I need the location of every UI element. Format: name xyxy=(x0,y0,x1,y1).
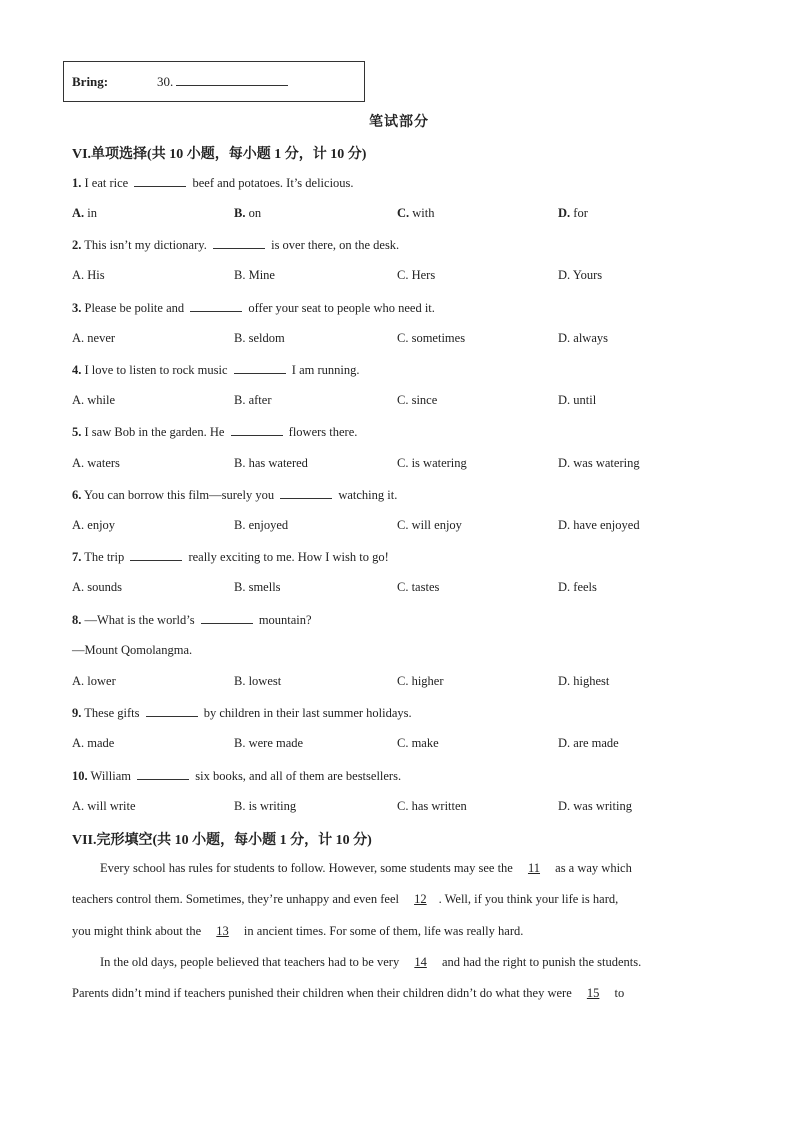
bring-box xyxy=(63,61,365,102)
option-d[interactable]: D. was watering xyxy=(558,456,640,470)
answer-blank[interactable] xyxy=(234,362,286,374)
option-b[interactable]: B. is writing xyxy=(234,799,297,813)
question-2: 2. This isn’t my dictionary. is over there, on the desk. xyxy=(72,238,400,252)
option-c[interactable]: C. since xyxy=(397,393,438,407)
question-2-options xyxy=(72,268,752,284)
option-d[interactable]: D. Yours xyxy=(558,268,603,282)
question-9-options xyxy=(72,736,752,752)
option-a[interactable]: A. never xyxy=(72,331,116,345)
cloze-line-4: In the old days, people believed that teachers had to be very 14 and had the right to punish the students. xyxy=(100,955,642,969)
question-6-options xyxy=(72,518,752,534)
bring-blank[interactable] xyxy=(176,73,288,86)
answer-blank[interactable] xyxy=(130,549,182,561)
option-c[interactable]: C. make xyxy=(397,736,439,750)
written-section-title: 笔试部分 xyxy=(369,115,429,130)
option-c[interactable]: C. Hers xyxy=(397,268,436,282)
bring-label: Bring: xyxy=(72,73,109,89)
question-7: 7. The trip really exciting to me. How I wish to go! xyxy=(72,550,389,564)
option-c[interactable]: C. has written xyxy=(397,799,467,813)
question-5-options xyxy=(72,456,752,472)
option-a[interactable]: A. lower xyxy=(72,674,116,688)
cloze-line-5: Parents didn’t mind if teachers punished their children when their children didn’t do what they were 15 to xyxy=(72,986,625,1000)
answer-blank[interactable] xyxy=(190,300,242,312)
option-c[interactable]: C. is watering xyxy=(397,456,467,470)
cloze-blank-11[interactable]: 11 xyxy=(527,861,541,875)
answer-blank[interactable] xyxy=(137,768,189,780)
option-d[interactable]: D. until xyxy=(558,393,597,407)
option-b[interactable]: B. on xyxy=(234,206,262,220)
option-b[interactable]: B. Mine xyxy=(234,268,275,282)
answer-blank[interactable] xyxy=(134,175,186,187)
cloze-blank-15[interactable]: 15 xyxy=(586,986,600,1000)
answer-blank[interactable] xyxy=(201,612,253,624)
cloze-line-1: Every school has rules for students to follow. However, some students may see the 11 as a way which xyxy=(100,861,632,875)
option-d[interactable]: D. have enjoyed xyxy=(558,518,640,532)
section-6-title: VI.单项选择(共 10 小题，每小题 1 分，计 10 分) xyxy=(72,147,367,162)
bring-answer[interactable]: 30. xyxy=(157,73,288,90)
option-b[interactable]: B. seldom xyxy=(234,331,285,345)
question-8: 8. —What is the world’s mountain? xyxy=(72,613,312,627)
question-8-reply: —Mount Qomolangma. xyxy=(72,643,193,657)
question-1: 1. I eat rice beef and potatoes. It’s delicious. xyxy=(72,176,354,190)
cloze-line-2: teachers control them. Sometimes, they’re unhappy and even feel 12 . Well, if you think your life is hard, xyxy=(72,892,619,906)
cloze-line-3: you might think about the 13 in ancient times. For some of them, life was really hard. xyxy=(72,924,524,938)
question-3: 3. Please be polite and offer your seat to people who need it. xyxy=(72,301,435,315)
option-b[interactable]: B. has watered xyxy=(234,456,308,470)
option-a[interactable]: A. His xyxy=(72,268,105,282)
option-d[interactable]: D. was writing xyxy=(558,799,632,813)
option-a[interactable]: A. in xyxy=(72,206,98,220)
option-d[interactable]: D. for xyxy=(558,206,588,220)
option-c[interactable]: C. will enjoy xyxy=(397,518,462,532)
option-d[interactable]: D. always xyxy=(558,331,608,345)
option-d[interactable]: D. are made xyxy=(558,736,619,750)
answer-blank[interactable] xyxy=(231,424,283,436)
question-5: 5. I saw Bob in the garden. He flowers there. xyxy=(72,425,358,439)
answer-blank[interactable] xyxy=(146,705,198,717)
option-c[interactable]: C. higher xyxy=(397,674,444,688)
question-3-options xyxy=(72,331,752,347)
option-a[interactable]: A. sounds xyxy=(72,580,123,594)
answer-blank[interactable] xyxy=(213,237,265,249)
answer-blank[interactable] xyxy=(280,487,332,499)
question-7-options xyxy=(72,580,752,596)
question-6: 6. You can borrow this film—surely you watching it. xyxy=(72,488,398,502)
option-d[interactable]: D. highest xyxy=(558,674,610,688)
option-a[interactable]: A. enjoy xyxy=(72,518,116,532)
question-1-options xyxy=(72,206,752,222)
option-b[interactable]: B. after xyxy=(234,393,272,407)
question-4: 4. I love to listen to rock music I am running. xyxy=(72,363,360,377)
option-b[interactable]: B. smells xyxy=(234,580,281,594)
option-a[interactable]: A. will write xyxy=(72,799,136,813)
option-a[interactable]: A. waters xyxy=(72,456,120,470)
option-d[interactable]: D. feels xyxy=(558,580,597,594)
cloze-blank-14[interactable]: 14 xyxy=(414,955,427,969)
question-8-options xyxy=(72,674,752,690)
option-a[interactable]: A. made xyxy=(72,736,115,750)
question-9: 9. These gifts by children in their last summer holidays. xyxy=(72,706,412,720)
question-10-options xyxy=(72,799,752,815)
option-c[interactable]: C. sometimes xyxy=(397,331,466,345)
option-c[interactable]: C. tastes xyxy=(397,580,440,594)
option-b[interactable]: B. were made xyxy=(234,736,304,750)
option-a[interactable]: A. while xyxy=(72,393,116,407)
cloze-blank-13[interactable]: 13 xyxy=(216,924,229,938)
option-c[interactable]: C. with xyxy=(397,206,435,220)
section-7-title: VII.完形填空(共 10 小题，每小题 1 分，计 10 分) xyxy=(72,833,372,848)
option-b[interactable]: B. lowest xyxy=(234,674,282,688)
cloze-blank-12[interactable]: 12 xyxy=(414,892,427,906)
question-10: 10. William six books, and all of them are bestsellers. xyxy=(72,769,402,783)
option-b[interactable]: B. enjoyed xyxy=(234,518,289,532)
question-4-options xyxy=(72,393,752,409)
